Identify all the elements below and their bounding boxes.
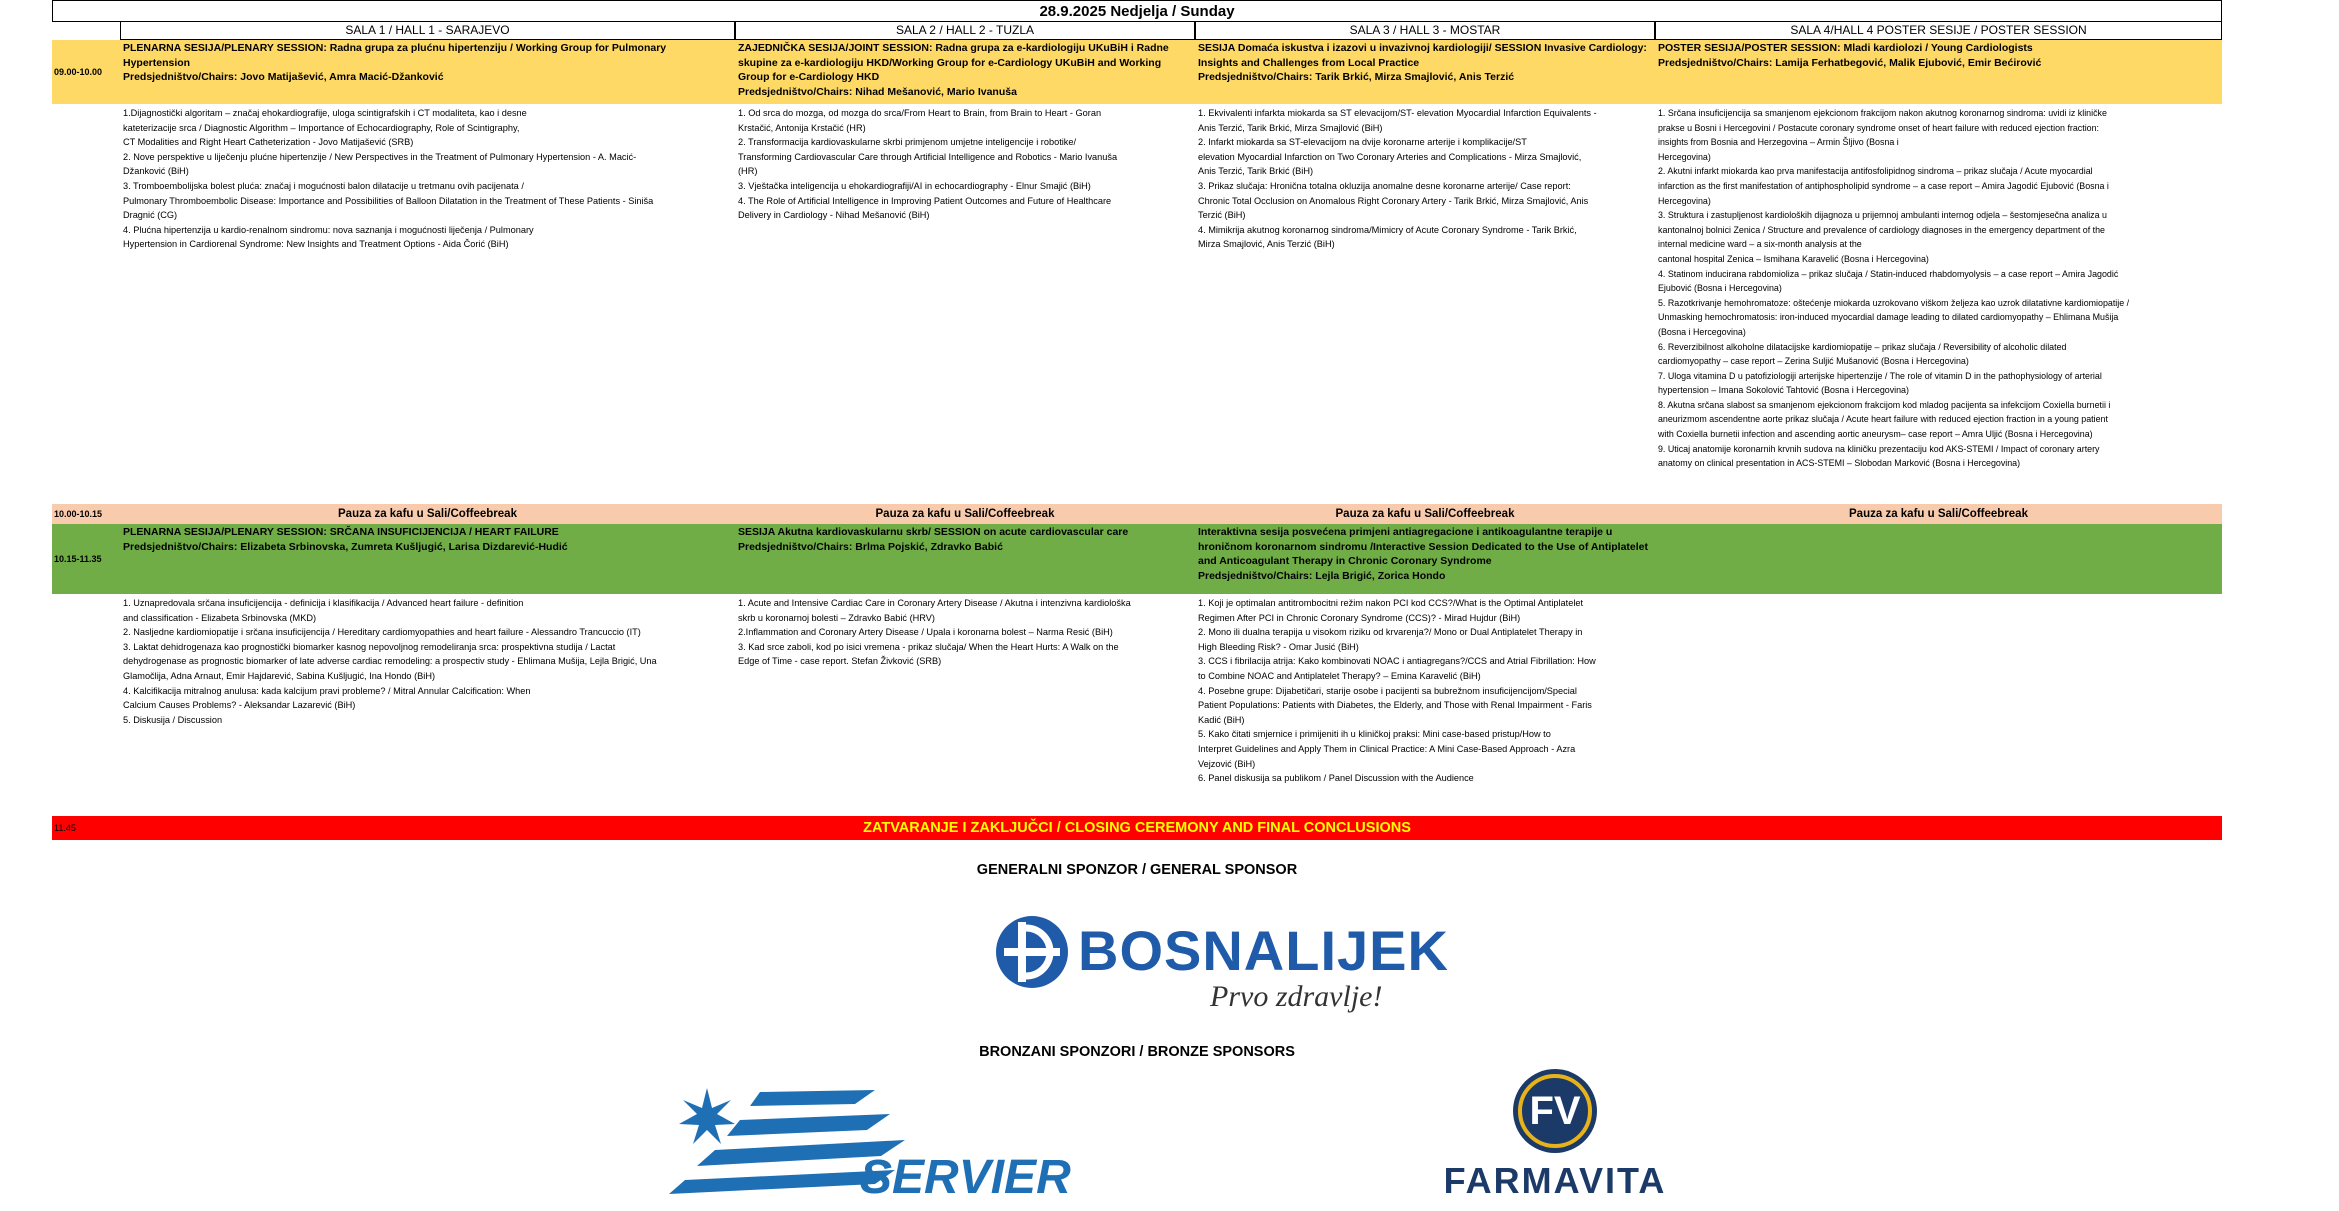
time-slot-coffee (52, 504, 120, 524)
farmavita-wordmark: FARMAVITA (1443, 1160, 1667, 1201)
general-sponsor-header: GENERALNI SPONZOR / GENERAL SPONSOR (976, 862, 1298, 878)
hall-header-1: SALA 1 / HALL 1 - SARAJEVO (120, 22, 735, 40)
time-label: 09.00-10.00 (54, 67, 103, 77)
talk-list-hall-1-b: 1. Uznapredovala srčana insuficijencija - definicija i klasifikacija / Advanced heart failure - definition and classification - Elizabeta Srbinovska (MKD) 2. Nasljedne kardiomiopatije i srčana insuficijencija / Hereditary cardiomyopathies and heart failure - Alessandro Trancuccio (IT) 3. Laktat dehidrogenaza kao prognostički biomarker kasnog nepovoljnog remodeliranja srca: prospektivna studija / Lactat dehydrogenase as prognostic biomarker of late adverse cardiac remodeling: a prospectiv study - Ehlimana Mušija, Lejla Brigić, Una Glamočlija, Adna Arnaut, Emir Hajdarević, Sabina Kušljugić, Ina Hondo (BiH) 4. Kalcifikacija mitralnog anulusa: kada kalcijum pravi probleme? / Mitral Annular Calcification: When Calcium Causes Problems? - Aleksandar Lazarević (BiH) 5. Diskusija / Discussion (123, 598, 657, 725)
talk-list-hall-3-b: 1. Koji je optimalan antitrombocitni režim nakon PCI kod CCS?/What is the Optimal Antiplatelet Regimen After PCI in Chronic Coronary Syndrome (CCS)? - Mirad Hujdur (BiH) 2. Mono ili dualna terapija u visokom riziku od krvarenja?/ Mono or Dual Antiplatelet Therapy in High Bleeding Risk? - Omar Jusić (BiH) 3. CCS i fibrilacija atrija: Kako kombinovati NOAC i antiagregans?/CCS and Atrial Fibrillation: How to Combine NOAC and Antiplatelet Therapy? – Emina Karavelić (BiH) 4. Posebne grupe: Dijabetičari, starije osobe i pacijenti sa bubrežnom insuficijencijom/Special Patient Populations: Patients with Diabetes, the Elderly, and Those with Renal Impairment - Faris Kadić (BiH) 5. Kako čitati smjernice i primijeniti ih u kliničkoj praksi: Mini case-based pristup/How to Interpret Guidelines and Apply Them in Clinical Practice: A Mini Case-Based Approach - Azra Vejzović (BiH) 6. Panel diskusija sa publikom / Panel Discussion with the Audience (1198, 598, 1596, 784)
closing-band (52, 816, 2222, 840)
session-title-hall-3-b: Interaktivna sesija posvećena primjeni antiagregacione i antikoagulantne terapije u hroničnom koronarnom sindromu /Interactive Session Dedicated to the Use of Antiplatelet and Anticoagulant Therapy in Chronic Coronary Syndrome Predsjedništvo/Chairs: Lejla Brigić, Zorica Hondo (1198, 526, 1649, 582)
hall-header-3: SALA 3 / HALL 3 - MOSTAR (1195, 22, 1655, 40)
closing-time: 11.45 (54, 823, 76, 833)
farmavita-monogram: FV (1529, 1089, 1581, 1133)
bosnalijek-wordmark: BOSNALIJEK (1078, 919, 1449, 982)
session-title-hall-1-b: PLENARNA SESIJA/PLENARY SESSION: SRČANA INSUFICIJENCIJA / HEART FAILURE Predsjedništvo/Chairs: Elizabeta Srbinovska, Zumreta Kušljugić, Larisa Dizdarević-Hudić (123, 526, 568, 553)
servier-wordmark: SERVIER (860, 1151, 1071, 1204)
time-label: 10.00-10.15 (54, 509, 103, 519)
coffee-label-hall-1: Pauza za kafu u Sali/Coffeebreak (338, 508, 517, 520)
time-label: 10.15-11.35 (54, 554, 102, 564)
talk-list-hall-3: 1. Ekvivalenti infarkta miokarda sa ST elevacijom/ST- elevation Myocardial Infarction Equivalents - Anis Terzić, Tarik Brkić, Mirza Smajlović (BiH) 2. Infarkt miokarda sa ST-elevacijom na dvije koronarne arterije i komplikacije/ST elevation Myocardial Infarction on Two Coronary Arteries and Complications - Mirza Smajlović, Anis Terzić, Tarik Brkić (BiH) 3. Prikaz slučaja: Hronična totalna okluzija anomalne desne koronarne arterije/ Case report: Chronic Total Occlusion on Anomalous Right Coronary Artery - Tarik Brkić, Mirza Smajlović, Anis Terzić (BiH) 4. Mimikrija akutnog koronarnog sindroma/Mimicry of Acute Coronary Syndrome - Tarik Brkić, Mirza Smajlović, Anis Terzić (BiH) (1198, 108, 1597, 250)
session-title-hall-2-b: SESIJA Akutna kardiovaskularnu skrb/ SESSION on acute cardiovascular care Predsjedništvo/Chairs: Brlma Pojskić, Zdravko Babić (738, 526, 1129, 553)
talk-list-hall-4: 1. Srčana insuficijencija sa smanjenom ejekcionom frakcijom nakon akutnog koronarnog sindroma: uvidi iz kliničke prakse u Bosni i Hercegovini / Postacute coronary syndrome onset of heart failure with reduced ejection fraction: insights from Bosnia and Herzegovina – Armin Šljivo (Bosna i Hercegovina) 2. Akutni infarkt miokarda kao prva manifestacija antifosfolipidnog sindroma – prikaz slučaja / Acute myocardial infarction as the first manifestation of antiphospholipid syndrome – a case report – Amira Jagodić Ejubović (Bosna i Hercegovina) 3. Struktura i zastupljenost kardioloških dijagnoza u prijemnoj ambulanti internog odjela – šestomjesečna analiza u kantonalnoj bolnici Zenica / Structure and prevalence of cardiology diagnoses in the emergency department of the internal medicine ward – a six-month analysis at the cantonal hospital Zenica – Ismihana Karavelić (Bosna i Hercegovina) 4. Statinom inducirana rabdomioliza – prikaz slučaja / Statin-induced rhabdomyolysis – a case report – Amira Jagodić Ejubović (Bosna i Hercegovina) 5. Razotkrivanje hemohromatoze: oštećenje miokarda uzrokovano viškom željeza kao uzrok dilatativne kardiomiopatije / Unmasking hemochromatosis: iron-induced myocardial damage leading to dilated cardiomyopathy – Ehlimana Mušija (Bosna i Hercegovina) 6. Reverzibilnost alkoholne dilatacijske kardiomiopatije – prikaz slučaja / Reversibility of alcoholic dilated cardiomyopathy – case report – Zerina Suljić Mušanović (Bosna i Hercegovina) 7. Uloga vitamina D u patofiziologiji arterijske hipertenzije / The role of vitamin D in the pathophysiology of arterial hypertension – Imana Sokolović Tahtović (Bosna i Hercegovina) 8. Akutna srčana slabost sa smanjenom ejekcionom frakcijom kod mladog pacijenta sa infekcijom Coxiella burnetii i aneurizmom ascendentne aorte prikaz slučaja / Acute heart failure with reduced ejection fraction in a young patient with Coxiella burnetii infection and ascending aortic aneurysm– case report – Amra Uljić (Bosna i Hercegovina) 9. Uticaj anatomije koronarnih krvnih sudova na kliničku prezentaciju kod AKS-STEMI / Impact of coronary artery anatomy on clinical presentation in ACS-STEMI – Slobodan Marković (Bosna i Hercegovina) (1658, 108, 2130, 469)
session-title-hall-4: POSTER SESIJA/POSTER SESSION: Mladi kardiolozi / Young Cardiologists Predsjedništvo/Chairs: Lamija Ferhatbegović, Malik Ejubović, Emir Bećirović (1658, 42, 2042, 69)
bosnalijek-logo (990, 910, 1449, 1020)
closing-label: ZATVARANJE I ZAKLJUČCI / CLOSING CEREMONY AND FINAL CONCLUSIONS (863, 820, 1411, 836)
session-title-hall-1: PLENARNA SESIJA/PLENARY SESSION: Radna grupa za plućnu hipertenziju / Working Group for Pulmonary Hypertension Predsjedništvo/Chairs: Jovo Matijašević, Amra Macić-Džanković (123, 42, 667, 83)
time-slot-morning (52, 40, 120, 104)
farmavita-logo (1430, 1065, 1680, 1206)
coffee-label-hall-2: Pauza za kafu u Sali/Coffeebreak (875, 508, 1055, 520)
bosnalijek-tagline: Prvo zdravlje! (1210, 980, 1383, 1013)
hall-header-2: SALA 2 / HALL 2 - TUZLA (735, 22, 1195, 40)
servier-logo (655, 1080, 1075, 1206)
talk-list-hall-2: 1. Od srca do mozga, od mozga do srca/From Heart to Brain, from Brain to Heart - Goran Krstačić, Antonija Krstačić (HR) 2. Transformacija kardiovaskularne skrbi primjenom umjetne inteligencije i robotike/ Transforming Cardiovascular Care through Artificial Intelligence and Robotics - Mario Ivanuša (HR) 3. Vještačka inteligencija u ehokardiografiji/AI in echocardiography - Elnur Smajić (BiH) 4. The Role of Artificial Intelligence in Improving Patient Outcomes and Future of Healthcare Delivery in Cardiology - Nihad Mešanović (BiH) (738, 108, 1118, 221)
talk-list-hall-1: 1.Dijagnostički algoritam – značaj ehokardiografije, uloga scintigrafskih i CT modaliteta, kao i desne kateterizacije srca / Diagnostic Algorithm – Importance of Echocardiography, Role of Scintigraphy, CT Modalities and Right Heart Catheterization - Jovo Matijašević (SRB) 2. Nove perspektive u liječenju plućne hipertenzije / New Perspectives in the Treatment of Pulmonary Hypertension - A. Macić- Džanković (BiH) 3. Tromboembolijska bolest pluća: značaj i mogućnosti balon dilatacije u tretmanu ovih pacijenata / Pulmonary Thromboembolic Disease: Importance and Possibilities of Balloon Dilatation in the Treatment of These Patients - Siniša Dragnić (CG) 4. Plućna hipertenzija u kardio-renalnom sindromu: nova saznanja i mogućnosti liječenja / Pulmonary Hypertension in Cardiorenal Syndrome: New Insights and Treatment Options - Aida Čorić (BiH) (123, 108, 654, 250)
time-slot-late-morning (52, 524, 120, 594)
session-title-hall-2: ZAJEDNIČKA SESIJA/JOINT SESSION: Radna grupa za e-kardiologiju UKuBiH i Radne skupine za e-kardiologiju HKD/Working Group for e-Cardiology UKuBiH and Working Group for e-Cardiology HKD Predsjedništvo/Chairs: Nihad Mešanović, Mario Ivanuša (738, 42, 1169, 98)
bronze-sponsors-header: BRONZANI SPONZORI / BRONZE SPONSORS (979, 1044, 1295, 1060)
hall-header-4: SALA 4/HALL 4 POSTER SESIJE / POSTER SESSION (1655, 22, 2222, 40)
session-title-hall-3: SESIJA Domaća iskustva i izazovi u invazivnoj kardiologiji/ SESSION Invasive Cardiology: Insights and Challenges from Local Practice Predsjedništvo/Chairs: Tarik Brkić, Mirza Smajlović, Anis Terzić (1198, 42, 1647, 83)
coffee-label-hall-4: Pauza za kafu u Sali/Coffeebreak (1849, 508, 2028, 520)
coffee-label-hall-3: Pauza za kafu u Sali/Coffeebreak (1335, 508, 1515, 520)
date-header: 28.9.2025 Nedjelja / Sunday (52, 0, 2222, 22)
talk-list-hall-2-b: 1. Acute and Intensive Cardiac Care in Coronary Artery Disease / Akutna i intenzivna kardiološka skrb u koronarnoj bolesti – Zdravko Babić (HRV) 2.Inflammation and Coronary Artery Disease / Upala i koronarna bolest – Narma Resić (BiH) 3. Kad srce zaboli, kod po isici vremena - prikaz slučaja/ When the Heart Hurts: A Walk on the Edge of Time - case report. Stefan Živković (SRB) (738, 598, 1131, 667)
